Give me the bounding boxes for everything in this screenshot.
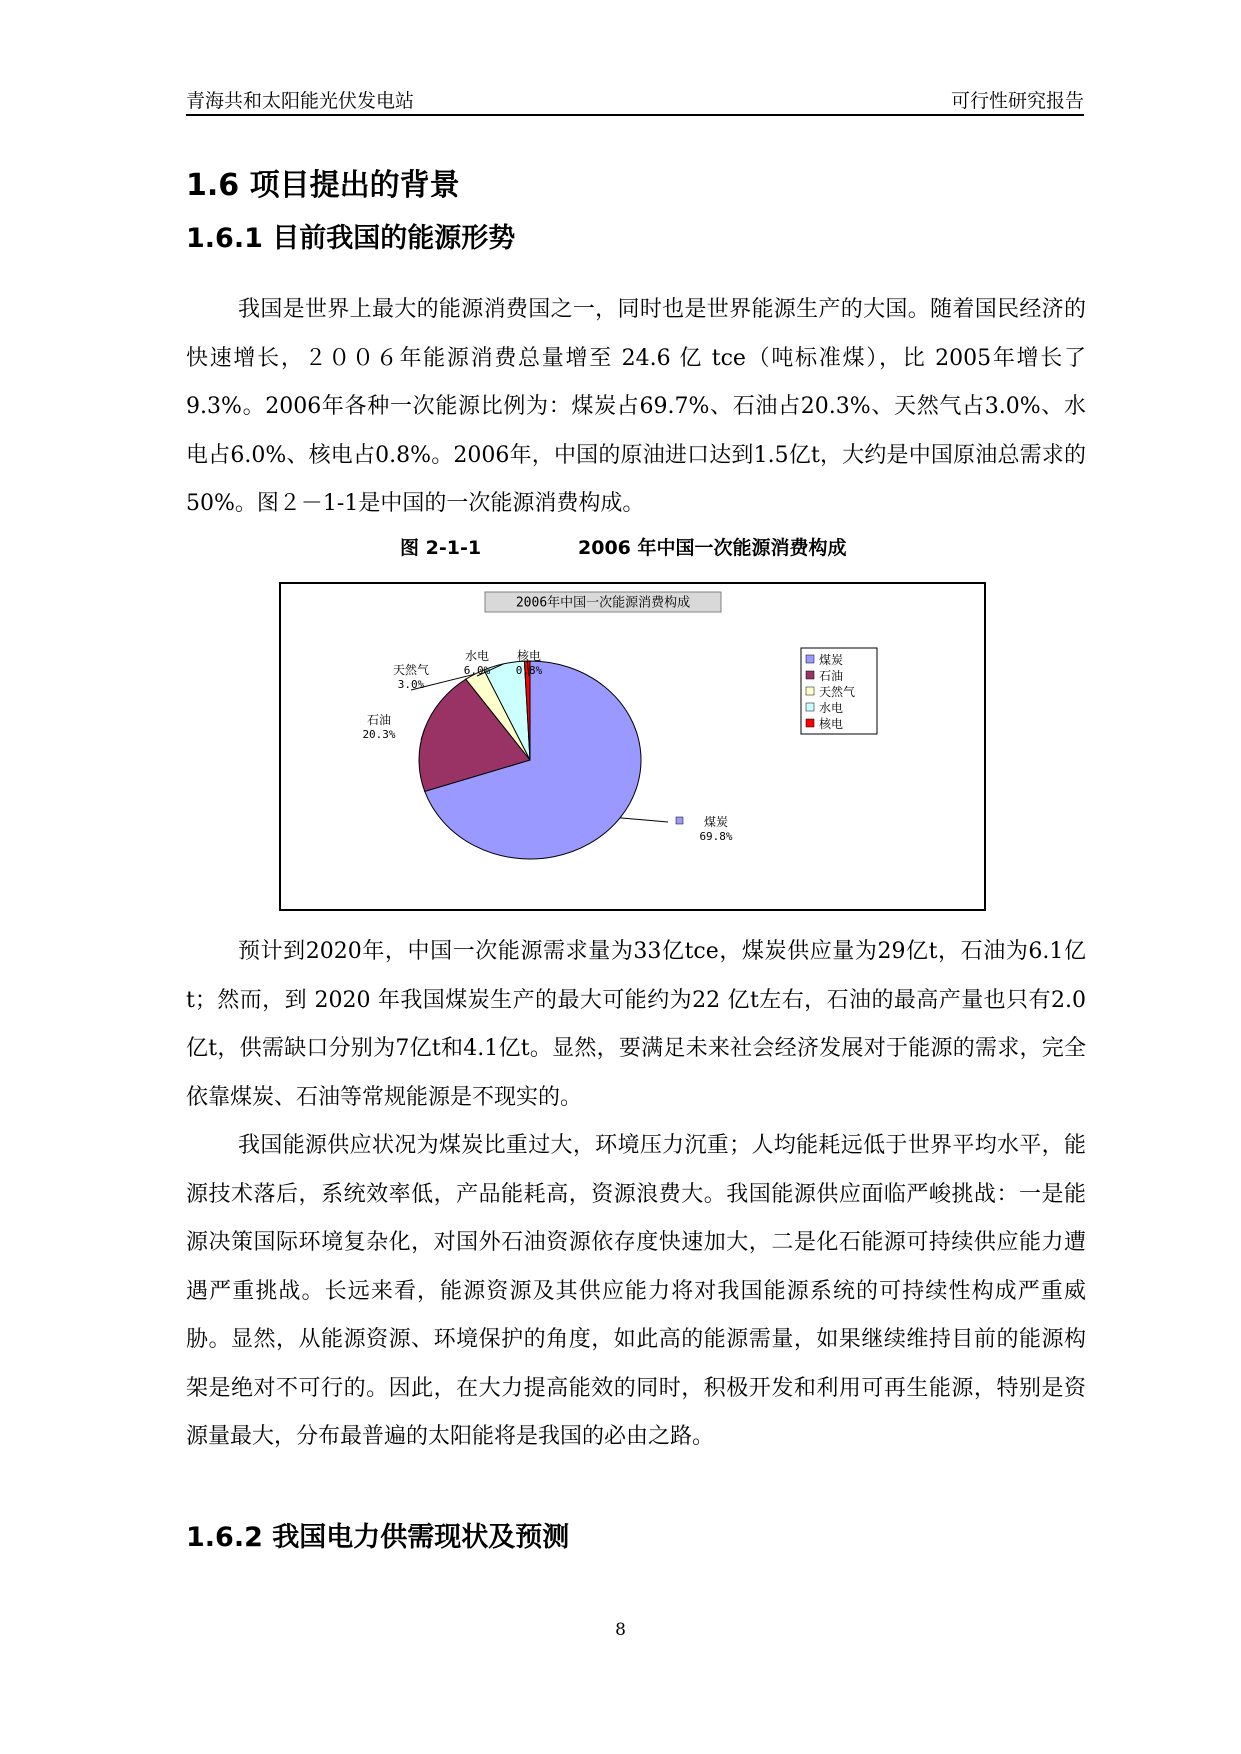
legend-swatch-2: [806, 671, 814, 679]
pie-chart: [281, 584, 984, 909]
legend-swatch-5: [806, 719, 814, 727]
legend-entry-2: 石油: [819, 669, 844, 683]
pie-label-value-3: 3.0%: [397, 678, 425, 691]
pie-label-value-5: 0.8%: [515, 664, 543, 677]
pie-label-value-2: 20.3%: [362, 728, 396, 741]
paragraph-2020-forecast: 预计到2020年，中国一次能源需求量为33亿tce，煤炭供应量为29亿t，石油为6.1亿t；然而，到 2020 年我国煤炭生产的最大可能约为22 亿t左右，石油的最高产量也只有2.0亿t，供需缺口分别为7亿t和4.1亿t。显然，要满足未来社会经济发展对于能源的需求，完全依靠煤炭、石油等常规能源是不现实的。: [186, 939, 1086, 1110]
header-report-type: 可行性研究报告: [950, 90, 1084, 112]
figure-number: 图 2-1-1: [400, 537, 482, 559]
pie-label-marker-1: [676, 817, 683, 824]
page-number: 8: [615, 1620, 626, 1640]
pie-slices: [419, 661, 641, 859]
pie-label-value-4: 6.0%: [463, 664, 491, 677]
pie-chart-frame: [279, 582, 986, 911]
pie-label-name-4: 水电: [464, 649, 490, 663]
chart-legend: [801, 648, 877, 734]
legend-entry-5: 核电: [819, 717, 844, 731]
legend-swatch-3: [806, 687, 814, 695]
header-project-name: 青海共和太阳能光伏发电站: [186, 90, 415, 112]
legend-entry-1: 煤炭: [819, 653, 844, 667]
pie-label-name-5: 核电: [516, 649, 542, 663]
subsection-title-1-6-1: 1.6.1 目前我国的能源形势: [186, 223, 516, 254]
pie-label-value-1: 69.8%: [699, 830, 733, 843]
legend-swatch-1: [806, 655, 814, 663]
legend-entry-4: 水电: [819, 701, 844, 715]
section-title: 1.6 项目提出的背景: [186, 168, 460, 203]
pie-label-name-1: 煤炭: [703, 815, 729, 829]
figure-caption-text: 2006 年中国一次能源消费构成: [578, 537, 847, 559]
paragraph-energy-situation: 我国是世界上最大的能源消费国之一，同时也是世界能源生产的大国。随着国民经济的快速增长，２００６年能源消费总量增至 24.6 亿 tce（吨标准煤），比 2005年增长了 9.3%。2006年各种一次能源比例为：煤炭占69.7%、石油占20.3%、天然气占3.0%、水电占6.0%、核电占0.8%。2006年，中国的原油进口达到1.5亿t，大约是中国原油总需求的50%。图２－1-1是中国的一次能源消费构成。: [186, 297, 1086, 516]
page-header: [186, 84, 1084, 116]
subsection-title-1-6-2: 1.6.2 我国电力供需现状及预测: [186, 1522, 570, 1553]
pie-label-name-3: 天然气: [392, 663, 430, 677]
pie-label-name-2: 石油: [366, 713, 392, 727]
pie-leader-line-1: [620, 818, 668, 822]
paragraph-energy-challenges: 我国能源供应状况为煤炭比重过大，环境压力沉重；人均能耗远低于世界平均水平，能源技术落后，系统效率低，产品能耗高，资源浪费大。我国能源供应面临严峻挑战：一是能源决策国际环境复杂化，对国外石油资源依存度快速加大，二是化石能源可持续供应能力遭遇严重挑战。长远来看，能源资源及其供应能力将对我国能源系统的可持续性构成严重威胁。显然，从能源资源、环境保护的角度，如此高的能源需量，如果继续维持目前的能源构架是绝对不可行的。因此，在大力提高能效的同时，积极开发和利用可再生能源，特别是资源量最大，分布最普遍的太阳能将是我国的必由之路。: [186, 1133, 1086, 1449]
chart-title: 2006年中国一次能源消费构成: [515, 595, 691, 611]
legend-entry-3: 天然气: [819, 685, 856, 699]
legend-swatch-4: [806, 703, 814, 711]
